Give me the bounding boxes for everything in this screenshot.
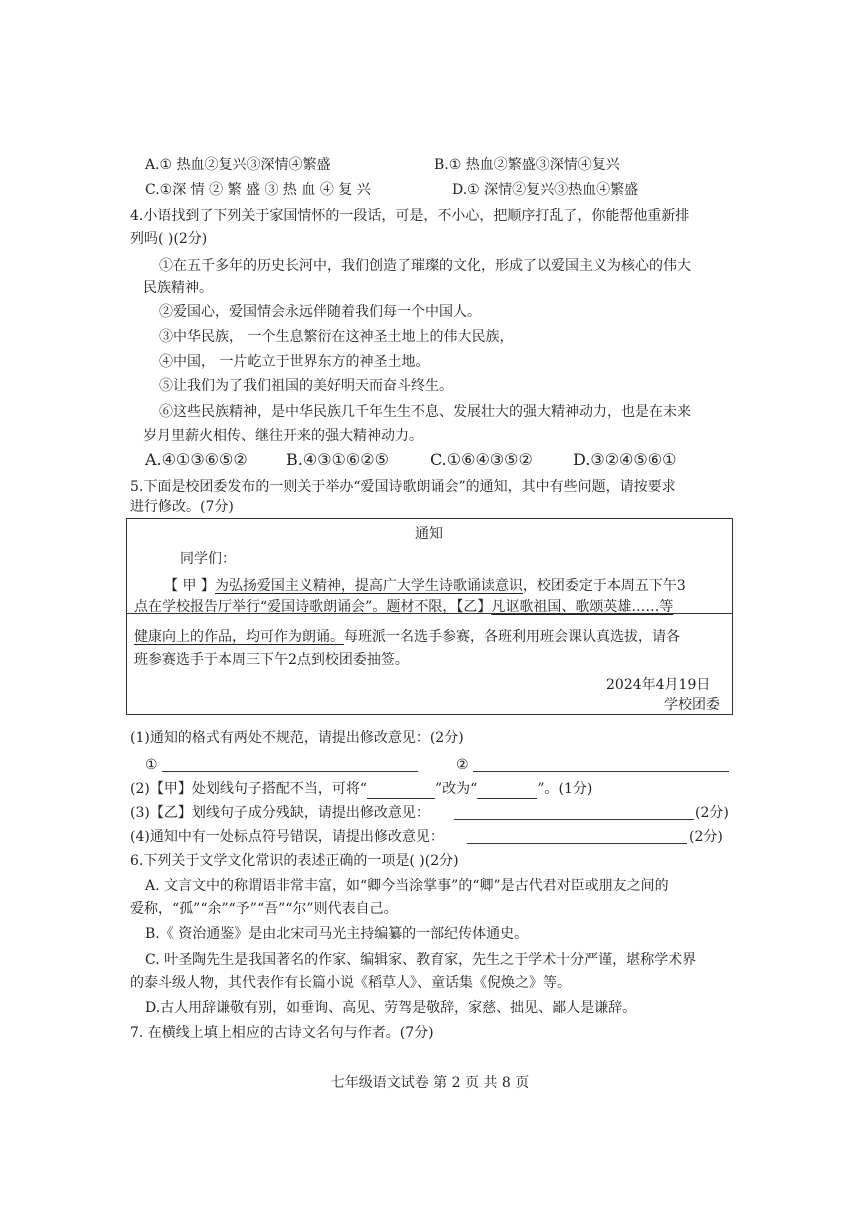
- yi-sentence-part2: 健康向上的作品，均可作为朗诵。: [134, 629, 344, 645]
- q4-option-c: C.①⑥④③⑤②: [430, 450, 533, 469]
- notice-date: 2024年4月19日: [606, 677, 711, 693]
- yi-mark: 【乙】: [456, 599, 492, 615]
- notice-salutation: 同学们：: [180, 551, 236, 567]
- q4-sentence-6b: 岁月里薪火相传、继往开来的强大精神动力。: [143, 428, 423, 444]
- q5-sub3-stem: (3)【乙】划线句子成分残缺，请提出修改意见：: [130, 805, 430, 821]
- jia-mark: 【 甲 】: [164, 578, 215, 594]
- q5-sub1-stem: (1)通知的格式有两处不规范，请提出修改意见：(2分): [130, 730, 464, 746]
- q5-sub1-answer1-line[interactable]: [162, 756, 418, 772]
- q5-sub4-score: (2分): [689, 829, 723, 845]
- q4-sentence-5: ⑤让我们为了我们祖国的美好明天而奋斗终生。: [159, 378, 453, 394]
- q5-sub4-stem: (4)通知中有一处标点符号错误，请提出修改意见：: [130, 829, 444, 845]
- q6-option-d: D.古人用辞谦敬有别，如垂询、高见、劳驾是敬辞，家慈、拙见、鄙人是谦辞。: [145, 1000, 637, 1016]
- q3-option-d: D.① 深情②复兴③热血④繁盛: [452, 182, 639, 198]
- q6-option-a-line1: A. 文言文中的称谓语非常丰富，如“卿今当涂掌事”的“卿”是古代君对臣或朋友之间的: [145, 878, 669, 894]
- q6-option-a-line2: 爱称，“孤”“余”“予”“吾”“尔”则代表自己。: [130, 901, 398, 917]
- q4-sentence-3: ③中华民族， 一个生息繁衍在这神圣土地上的伟大民族，: [159, 329, 514, 345]
- q3-option-c: C.①深 情 ② 繁 盛 ③ 热 血 ④ 复 兴: [145, 182, 371, 198]
- notice-line4: 班参赛选手于本周三下午2点到校团委抽签。: [134, 652, 409, 668]
- q5-sub2-part-a: (2)【甲】处划线句子搭配不当，可将“: [130, 781, 367, 797]
- q7-stem: 7. 在横线上填上相应的古诗文名句与作者。(7分): [130, 1025, 434, 1041]
- q5-sub2: [130, 779, 592, 799]
- q5-sub2-blank2[interactable]: [477, 783, 537, 799]
- q5-sub4-answer-line[interactable]: [467, 828, 687, 844]
- q6-option-c-line2: 的泰斗级人物，其代表作有长篇小说《稻草人》、童话集《倪焕之》等。: [130, 975, 571, 991]
- q5-stem-line1: 5.下面是校团委发布的一则关于举办“爱国诗歌朗诵会”的通知，其中有些问题，请按要求: [130, 479, 676, 495]
- q6-option-b: B.《 资治通鉴》是由北宋司马光主持编纂的一部纪传体通史。: [145, 926, 529, 942]
- q5-sub1-mark1: ①: [145, 757, 158, 773]
- q4-sentence-1a: ①在五千多年的历史长河中，我们创造了璀璨的文化，形成了以爱国主义为核心的伟大: [159, 258, 691, 274]
- q5-sub3-answer-line[interactable]: [454, 804, 694, 820]
- q5-sub3-score: (2分): [695, 805, 729, 821]
- q4-option-b: B.④③①⑥②⑤: [286, 450, 389, 469]
- q5-sub2-part-b: ”改为“: [435, 781, 478, 797]
- notice-line2: [134, 597, 673, 617]
- q5-sub1-answer2-line[interactable]: [473, 756, 729, 772]
- q6-option-c-line1: C. 叶圣陶先生是我国著名的作家、编辑家、教育家，先生之于学术十分严谨，堪称学术界: [145, 952, 697, 968]
- notice-line1: [164, 576, 686, 596]
- q5-sub2-blank1[interactable]: [367, 783, 435, 799]
- q4-option-a: A.④①③⑥⑤②: [145, 450, 248, 469]
- q4-sentence-1b: 民族精神。: [143, 280, 213, 296]
- yi-sentence-part1: 凡讴歌祖国、歌颂英雄……等: [491, 599, 674, 615]
- q4-sentence-4: ④中国， 一片屹立于世界东方的神圣土地。: [159, 354, 430, 370]
- q4-sentence-6a: ⑥这些民族精神，是中华民族几千年生生不息、发展壮大的强大精神动力，也是在未来: [159, 404, 691, 420]
- jia-sentence: 为弘扬爱国主义精神，提高广大学生诗歌诵读意识: [214, 578, 523, 594]
- notice-line2-start: 点在学校报告厅举行“爱国诗歌朗诵会”。题材不限，: [134, 599, 457, 615]
- notice-line1-rest: ，校团委定于本周五下午3: [522, 578, 686, 594]
- notice-line3: [134, 627, 680, 647]
- notice-title: 通知: [415, 526, 443, 542]
- q4-stem-line2: 列吗( )(2分): [130, 231, 208, 247]
- q5-stem-line2: 进行修改。(7分): [130, 499, 234, 515]
- notice-line3-rest: 每班派一名选手参赛，各班利用班会课认真选拔，请各: [344, 629, 680, 645]
- q5-sub2-part-c: ”。(1分): [537, 781, 593, 797]
- q4-stem-line1: 4.小语找到了下列关于家国情怀的一段话，可是，不小心，把顺序打乱了，你能帮他重新排: [130, 208, 690, 224]
- q4-sentence-2: ②爱国心，爱国情会永远伴随着我们每一个中国人。: [159, 304, 481, 320]
- q3-option-a: A.① 热血②复兴③深情④繁盛: [145, 157, 331, 173]
- q3-option-b: B.① 热血②繁盛③深情④复兴: [434, 157, 620, 173]
- notice-signature: 学校团委: [664, 697, 720, 713]
- q5-sub1-mark2: ②: [456, 757, 469, 773]
- page-footer: 七年级语文试卷 第 2 页 共 8 页: [330, 1075, 530, 1091]
- q4-option-d: D.③②④⑤⑥①: [573, 450, 677, 469]
- q6-stem: 6.下列关于文学文化常识的表述正确的一项是( )(2分): [130, 853, 459, 869]
